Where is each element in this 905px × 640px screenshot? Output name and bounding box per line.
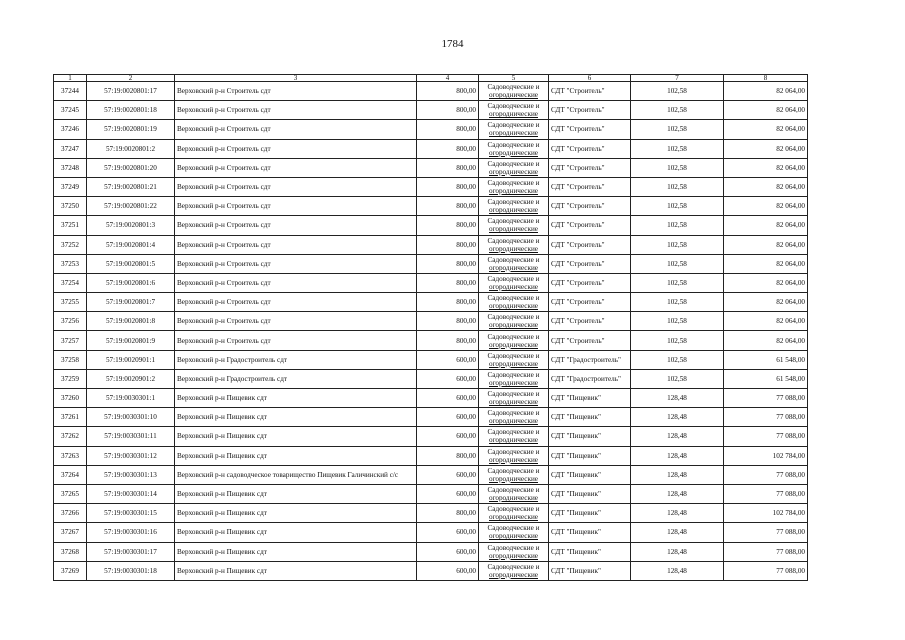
- area-cell: 600,00: [417, 350, 479, 369]
- land-use-line1: Садоводческие и: [487, 159, 540, 168]
- address-cell: Верховский р-н Строитель сдт: [175, 158, 417, 177]
- land-use-line1: Садоводческие и: [487, 543, 540, 552]
- table-row: [54, 273, 808, 292]
- area-cell: 800,00: [417, 120, 479, 139]
- land-use-cell: [479, 523, 549, 542]
- row-number-cell: 37248: [54, 158, 87, 177]
- address-cell: Верховский р-н Строитель сдт: [175, 254, 417, 273]
- organization-cell: СДТ "Строитель": [549, 177, 631, 196]
- land-use-line2: огороднические: [489, 417, 538, 426]
- organization-cell: СДТ "Пищевик": [549, 504, 631, 523]
- cadastral-value-cell: 77 088,00: [724, 484, 808, 503]
- land-use-line1: Садоводческие и: [487, 466, 540, 475]
- specific-value-cell: 128,48: [631, 389, 724, 408]
- land-use-line2: огороднические: [489, 532, 538, 541]
- cadastral-number-cell: 57:19:0030301:10: [87, 408, 175, 427]
- specific-value-cell: 128,48: [631, 484, 724, 503]
- address-cell: Верховский р-н Строитель сдт: [175, 312, 417, 331]
- area-cell: 800,00: [417, 197, 479, 216]
- area-cell: 800,00: [417, 82, 479, 101]
- cadastral-value-cell: 61 548,00: [724, 369, 808, 388]
- table-row: [54, 350, 808, 369]
- cadastral-number-cell: 57:19:0030301:15: [87, 504, 175, 523]
- area-cell: 800,00: [417, 331, 479, 350]
- land-use-cell: [479, 139, 549, 158]
- address-cell: Верховский р-н Строитель сдт: [175, 293, 417, 312]
- column-header: 8: [724, 75, 808, 82]
- cadastral-value-cell: 82 064,00: [724, 177, 808, 196]
- table-row: [54, 331, 808, 350]
- area-cell: 600,00: [417, 542, 479, 561]
- cadastral-value-cell: 82 064,00: [724, 216, 808, 235]
- cadastral-number-cell: 57:19:0030301:17: [87, 542, 175, 561]
- land-use-cell: [479, 446, 549, 465]
- land-use-line2: огороднические: [489, 340, 538, 349]
- header-row: [54, 75, 808, 82]
- land-use-cell: [479, 561, 549, 580]
- table-row: [54, 561, 808, 580]
- specific-value-cell: 102,58: [631, 273, 724, 292]
- land-use-line1: Садоводческие и: [487, 140, 540, 149]
- address-cell: Верховский р-н Пищевик сдт: [175, 484, 417, 503]
- land-use-line2: огороднические: [489, 474, 538, 483]
- land-use-line2: огороднические: [489, 570, 538, 579]
- address-cell: Верховский р-н Строитель сдт: [175, 216, 417, 235]
- address-cell: Верховский р-н садоводческое товарищество Пищевик Галичинский с/с: [175, 465, 417, 484]
- land-use-line2: огороднические: [489, 225, 538, 234]
- organization-cell: СДТ "Пищевик": [549, 427, 631, 446]
- land-use-line2: огороднические: [489, 302, 538, 311]
- organization-cell: СДТ "Пищевик": [549, 408, 631, 427]
- specific-value-cell: 102,58: [631, 312, 724, 331]
- cadastral-number-cell: 57:19:0020801:2: [87, 139, 175, 158]
- cadastral-value-cell: 77 088,00: [724, 389, 808, 408]
- land-use-line1: Садоводческие и: [487, 486, 540, 495]
- area-cell: 600,00: [417, 465, 479, 484]
- row-number-cell: 37265: [54, 484, 87, 503]
- organization-cell: СДТ "Строитель": [549, 82, 631, 101]
- land-use-line2: огороднические: [489, 321, 538, 330]
- table-row: [54, 254, 808, 273]
- land-use-cell: [479, 216, 549, 235]
- row-number-cell: 37262: [54, 427, 87, 446]
- land-use-line2: огороднические: [489, 129, 538, 138]
- specific-value-cell: 102,58: [631, 216, 724, 235]
- land-use-line1: Садоводческие и: [487, 121, 540, 130]
- organization-cell: СДТ "Пищевик": [549, 484, 631, 503]
- cadastral-value-cell: 77 088,00: [724, 561, 808, 580]
- area-cell: 600,00: [417, 523, 479, 542]
- table-row: [54, 389, 808, 408]
- organization-cell: СДТ "Градостроитель": [549, 350, 631, 369]
- land-use-cell: [479, 197, 549, 216]
- row-number-cell: 37268: [54, 542, 87, 561]
- specific-value-cell: 102,58: [631, 350, 724, 369]
- cadastral-value-cell: 61 548,00: [724, 350, 808, 369]
- specific-value-cell: 102,58: [631, 254, 724, 273]
- land-use-cell: [479, 542, 549, 561]
- organization-cell: СДТ "Строитель": [549, 216, 631, 235]
- row-number-cell: 37249: [54, 177, 87, 196]
- land-use-line1: Садоводческие и: [487, 524, 540, 533]
- area-cell: 800,00: [417, 158, 479, 177]
- land-use-line1: Садоводческие и: [487, 332, 540, 341]
- row-number-cell: 37269: [54, 561, 87, 580]
- area-cell: 800,00: [417, 177, 479, 196]
- land-use-line1: Садоводческие и: [487, 274, 540, 283]
- cadastral-number-cell: 57:19:0030301:13: [87, 465, 175, 484]
- address-cell: Верховский р-н Строитель сдт: [175, 139, 417, 158]
- table-row: [54, 427, 808, 446]
- organization-cell: СДТ "Строитель": [549, 273, 631, 292]
- cadastral-value-cell: 82 064,00: [724, 273, 808, 292]
- land-use-line2: огороднические: [489, 494, 538, 503]
- table-row: [54, 216, 808, 235]
- table-row: [54, 542, 808, 561]
- row-number-cell: 37256: [54, 312, 87, 331]
- specific-value-cell: 102,58: [631, 369, 724, 388]
- land-use-cell: [479, 273, 549, 292]
- address-cell: Верховский р-н Пищевик сдт: [175, 446, 417, 465]
- row-number-cell: 37244: [54, 82, 87, 101]
- area-cell: 600,00: [417, 484, 479, 503]
- land-use-line2: огороднические: [489, 513, 538, 522]
- address-cell: Верховский р-н Строитель сдт: [175, 120, 417, 139]
- land-use-cell: [479, 120, 549, 139]
- area-cell: 600,00: [417, 561, 479, 580]
- specific-value-cell: 128,48: [631, 523, 724, 542]
- cadastral-value-cell: 82 064,00: [724, 82, 808, 101]
- cadastral-number-cell: 57:19:0020901:2: [87, 369, 175, 388]
- area-cell: 800,00: [417, 101, 479, 120]
- cadastral-number-cell: 57:19:0020801:3: [87, 216, 175, 235]
- land-use-cell: [479, 504, 549, 523]
- organization-cell: СДТ "Строитель": [549, 235, 631, 254]
- land-use-line2: огороднические: [489, 244, 538, 253]
- table-row: [54, 484, 808, 503]
- column-header: 7: [631, 75, 724, 82]
- land-use-cell: [479, 235, 549, 254]
- cadastral-number-cell: 57:19:0020801:22: [87, 197, 175, 216]
- land-use-cell: [479, 312, 549, 331]
- address-cell: Верховский р-н Пищевик сдт: [175, 389, 417, 408]
- column-header: 3: [175, 75, 417, 82]
- row-number-cell: 37250: [54, 197, 87, 216]
- row-number-cell: 37254: [54, 273, 87, 292]
- row-number-cell: 37246: [54, 120, 87, 139]
- land-use-line1: Садоводческие и: [487, 217, 540, 226]
- row-number-cell: 37255: [54, 293, 87, 312]
- area-cell: 600,00: [417, 427, 479, 446]
- land-use-line2: огороднические: [489, 263, 538, 272]
- specific-value-cell: 102,58: [631, 331, 724, 350]
- area-cell: 800,00: [417, 216, 479, 235]
- organization-cell: СДТ "Строитель": [549, 139, 631, 158]
- row-number-cell: 37247: [54, 139, 87, 158]
- row-number-cell: 37258: [54, 350, 87, 369]
- cadastral-number-cell: 57:19:0020801:6: [87, 273, 175, 292]
- cadastral-number-cell: 57:19:0020801:21: [87, 177, 175, 196]
- row-number-cell: 37245: [54, 101, 87, 120]
- land-use-line2: огороднические: [489, 110, 538, 119]
- row-number-cell: 37259: [54, 369, 87, 388]
- row-number-cell: 37266: [54, 504, 87, 523]
- cadastral-number-cell: 57:19:0020901:1: [87, 350, 175, 369]
- area-cell: 800,00: [417, 235, 479, 254]
- land-use-line1: Садоводческие и: [487, 179, 540, 188]
- land-use-line1: Садоводческие и: [487, 409, 540, 418]
- cadastral-value-cell: 82 064,00: [724, 158, 808, 177]
- column-header: 1: [54, 75, 87, 82]
- row-number-cell: 37264: [54, 465, 87, 484]
- cadastral-value-cell: 77 088,00: [724, 465, 808, 484]
- row-number-cell: 37257: [54, 331, 87, 350]
- table-row: [54, 197, 808, 216]
- cadastral-number-cell: 57:19:0030301:18: [87, 561, 175, 580]
- row-number-cell: 37267: [54, 523, 87, 542]
- area-cell: 800,00: [417, 254, 479, 273]
- cadastral-number-cell: 57:19:0030301:11: [87, 427, 175, 446]
- address-cell: Верховский р-н Строитель сдт: [175, 235, 417, 254]
- land-use-cell: [479, 484, 549, 503]
- organization-cell: СДТ "Пищевик": [549, 446, 631, 465]
- row-number-cell: 37252: [54, 235, 87, 254]
- land-use-line2: огороднические: [489, 359, 538, 368]
- cadastral-number-cell: 57:19:0030301:16: [87, 523, 175, 542]
- cadastral-value-cell: 82 064,00: [724, 101, 808, 120]
- row-number-cell: 37260: [54, 389, 87, 408]
- land-use-cell: [479, 389, 549, 408]
- cadastral-number-cell: 57:19:0020801:18: [87, 101, 175, 120]
- cadastral-value-cell: 82 064,00: [724, 120, 808, 139]
- organization-cell: СДТ "Строитель": [549, 254, 631, 273]
- land-use-line1: Садоводческие и: [487, 294, 540, 303]
- row-number-cell: 37253: [54, 254, 87, 273]
- land-use-cell: [479, 369, 549, 388]
- table-row: [54, 523, 808, 542]
- land-use-line1: Садоводческие и: [487, 351, 540, 360]
- specific-value-cell: 102,58: [631, 120, 724, 139]
- land-use-line1: Садоводческие и: [487, 198, 540, 207]
- address-cell: Верховский р-н Строитель сдт: [175, 331, 417, 350]
- table-row: [54, 101, 808, 120]
- table-row: [54, 408, 808, 427]
- cadastral-value-cell: 82 064,00: [724, 312, 808, 331]
- organization-cell: СДТ "Строитель": [549, 120, 631, 139]
- table-row: [54, 465, 808, 484]
- address-cell: Верховский р-н Пищевик сдт: [175, 504, 417, 523]
- organization-cell: СДТ "Пищевик": [549, 389, 631, 408]
- cadastral-value-cell: 77 088,00: [724, 427, 808, 446]
- area-cell: 800,00: [417, 273, 479, 292]
- cadastral-number-cell: 57:19:0030301:1: [87, 389, 175, 408]
- land-use-line2: огороднические: [489, 282, 538, 291]
- specific-value-cell: 128,48: [631, 446, 724, 465]
- land-use-cell: [479, 465, 549, 484]
- cadastral-value-cell: 82 064,00: [724, 331, 808, 350]
- cadastral-value-cell: 82 064,00: [724, 197, 808, 216]
- cadastral-value-cell: 77 088,00: [724, 542, 808, 561]
- table-row: [54, 446, 808, 465]
- row-number-cell: 37261: [54, 408, 87, 427]
- page-number: 1784: [441, 38, 464, 50]
- address-cell: Верховский р-н Пищевик сдт: [175, 408, 417, 427]
- cadastral-value-cell: 102 784,00: [724, 504, 808, 523]
- table-header: [54, 75, 808, 82]
- organization-cell: СДТ "Строитель": [549, 331, 631, 350]
- specific-value-cell: 128,48: [631, 427, 724, 446]
- column-header: 6: [549, 75, 631, 82]
- land-use-line1: Садоводческие и: [487, 370, 540, 379]
- specific-value-cell: 102,58: [631, 82, 724, 101]
- organization-cell: СДТ "Пищевик": [549, 523, 631, 542]
- cadastral-value-cell: 102 784,00: [724, 446, 808, 465]
- address-cell: Верховский р-н Строитель сдт: [175, 177, 417, 196]
- cadastral-number-cell: 57:19:0020801:19: [87, 120, 175, 139]
- table-row: [54, 312, 808, 331]
- area-cell: 800,00: [417, 312, 479, 331]
- cadastral-number-cell: 57:19:0020801:5: [87, 254, 175, 273]
- cadastral-value-cell: 82 064,00: [724, 235, 808, 254]
- land-use-cell: [479, 177, 549, 196]
- address-cell: Верховский р-н Строитель сдт: [175, 197, 417, 216]
- organization-cell: СДТ "Пищевик": [549, 542, 631, 561]
- land-use-line1: Садоводческие и: [487, 236, 540, 245]
- area-cell: 800,00: [417, 504, 479, 523]
- address-cell: Верховский р-н Пищевик сдт: [175, 427, 417, 446]
- specific-value-cell: 102,58: [631, 197, 724, 216]
- land-use-line1: Садоводческие и: [487, 428, 540, 437]
- address-cell: Верховский р-н Пищевик сдт: [175, 561, 417, 580]
- cadastral-number-cell: 57:19:0020801:8: [87, 312, 175, 331]
- cadastral-number-cell: 57:19:0030301:12: [87, 446, 175, 465]
- land-use-cell: [479, 254, 549, 273]
- area-cell: 800,00: [417, 446, 479, 465]
- land-registry-table: [53, 74, 808, 581]
- land-use-cell: [479, 427, 549, 446]
- land-use-line1: Садоводческие и: [487, 83, 540, 92]
- organization-cell: СДТ "Строитель": [549, 293, 631, 312]
- address-cell: Верховский р-н Пищевик сдт: [175, 523, 417, 542]
- address-cell: Верховский р-н Градостроитель сдт: [175, 369, 417, 388]
- land-use-line2: огороднические: [489, 167, 538, 176]
- table-row: [54, 82, 808, 101]
- row-number-cell: 37263: [54, 446, 87, 465]
- land-use-line1: Садоводческие и: [487, 390, 540, 399]
- specific-value-cell: 102,58: [631, 139, 724, 158]
- land-use-line2: огороднические: [489, 378, 538, 387]
- table-body: [54, 82, 808, 581]
- land-use-line1: Садоводческие и: [487, 102, 540, 111]
- land-use-line2: огороднические: [489, 551, 538, 560]
- address-cell: Верховский р-н Градостроитель сдт: [175, 350, 417, 369]
- cadastral-value-cell: 82 064,00: [724, 293, 808, 312]
- organization-cell: СДТ "Пищевик": [549, 465, 631, 484]
- table-row: [54, 293, 808, 312]
- table-row: [54, 158, 808, 177]
- land-use-cell: [479, 82, 549, 101]
- land-use-cell: [479, 408, 549, 427]
- land-use-cell: [479, 101, 549, 120]
- specific-value-cell: 128,48: [631, 504, 724, 523]
- land-use-line2: огороднические: [489, 398, 538, 407]
- address-cell: Верховский р-н Строитель сдт: [175, 273, 417, 292]
- table-row: [54, 177, 808, 196]
- land-use-line1: Садоводческие и: [487, 313, 540, 322]
- table-row: [54, 369, 808, 388]
- specific-value-cell: 102,58: [631, 158, 724, 177]
- land-use-line2: огороднические: [489, 436, 538, 445]
- area-cell: 600,00: [417, 369, 479, 388]
- cadastral-value-cell: 82 064,00: [724, 254, 808, 273]
- organization-cell: СДТ "Строитель": [549, 158, 631, 177]
- organization-cell: СДТ "Строитель": [549, 312, 631, 331]
- cadastral-number-cell: 57:19:0020801:4: [87, 235, 175, 254]
- land-use-cell: [479, 293, 549, 312]
- table-row: [54, 504, 808, 523]
- land-use-cell: [479, 350, 549, 369]
- specific-value-cell: 128,48: [631, 542, 724, 561]
- area-cell: 800,00: [417, 139, 479, 158]
- organization-cell: СДТ "Пищевик": [549, 561, 631, 580]
- land-use-line2: огороднические: [489, 206, 538, 215]
- area-cell: 800,00: [417, 293, 479, 312]
- specific-value-cell: 102,58: [631, 235, 724, 254]
- row-number-cell: 37251: [54, 216, 87, 235]
- land-use-line2: огороднические: [489, 148, 538, 157]
- organization-cell: СДТ "Строитель": [549, 197, 631, 216]
- land-use-line2: огороднические: [489, 91, 538, 100]
- land-use-line1: Садоводческие и: [487, 447, 540, 456]
- organization-cell: СДТ "Строитель": [549, 101, 631, 120]
- specific-value-cell: 102,58: [631, 293, 724, 312]
- area-cell: 600,00: [417, 389, 479, 408]
- cadastral-number-cell: 57:19:0020801:17: [87, 82, 175, 101]
- address-cell: Верховский р-н Строитель сдт: [175, 101, 417, 120]
- specific-value-cell: 102,58: [631, 101, 724, 120]
- land-use-line2: огороднические: [489, 187, 538, 196]
- cadastral-value-cell: 82 064,00: [724, 139, 808, 158]
- specific-value-cell: 128,48: [631, 561, 724, 580]
- column-header: 5: [479, 75, 549, 82]
- land-use-cell: [479, 331, 549, 350]
- cadastral-number-cell: 57:19:0020801:7: [87, 293, 175, 312]
- land-use-cell: [479, 158, 549, 177]
- table-row: [54, 139, 808, 158]
- land-use-line2: огороднические: [489, 455, 538, 464]
- land-use-line1: Садоводческие и: [487, 562, 540, 571]
- address-cell: Верховский р-н Пищевик сдт: [175, 542, 417, 561]
- specific-value-cell: 128,48: [631, 408, 724, 427]
- cadastral-value-cell: 77 088,00: [724, 523, 808, 542]
- specific-value-cell: 102,58: [631, 177, 724, 196]
- land-use-line1: Садоводческие и: [487, 255, 540, 264]
- area-cell: 600,00: [417, 408, 479, 427]
- table-row: [54, 120, 808, 139]
- cadastral-value-cell: 77 088,00: [724, 408, 808, 427]
- land-use-line1: Садоводческие и: [487, 505, 540, 514]
- cadastral-number-cell: 57:19:0020801:9: [87, 331, 175, 350]
- column-header: 2: [87, 75, 175, 82]
- cadastral-number-cell: 57:19:0020801:20: [87, 158, 175, 177]
- address-cell: Верховский р-н Строитель сдт: [175, 82, 417, 101]
- cadastral-number-cell: 57:19:0030301:14: [87, 484, 175, 503]
- table-row: [54, 235, 808, 254]
- organization-cell: СДТ "Градостроитель": [549, 369, 631, 388]
- column-header: 4: [417, 75, 479, 82]
- specific-value-cell: 128,48: [631, 465, 724, 484]
